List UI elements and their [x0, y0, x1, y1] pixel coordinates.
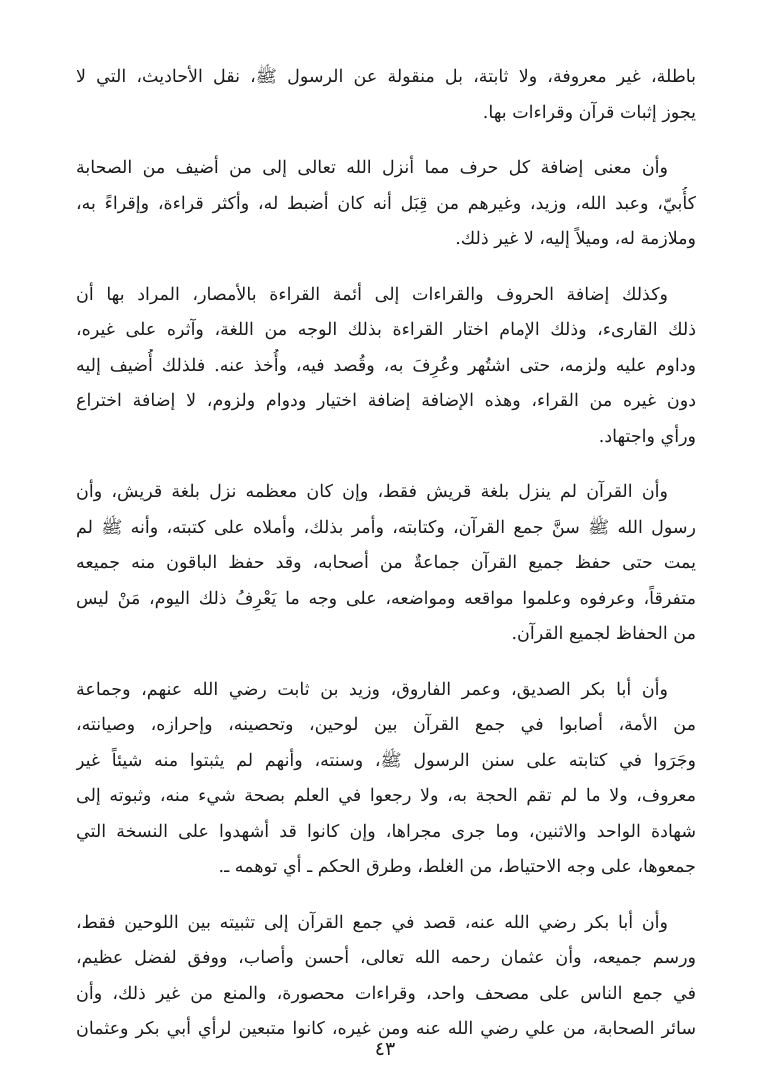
page-number: ٤٣ [374, 1038, 396, 1060]
text-line: يجوز إثبات قرآن وقراءات بها. [482, 102, 696, 123]
paragraph [76, 906, 696, 1048]
text-line: متفرقاً، وعرفوه وعلموا مواقعه ومواضعه، على وجه ما يَعْرِفُ ذلك اليوم، مَنْ ليس [76, 588, 696, 609]
text-line: وداوم عليه ولزمه، حتى اشتُهر وعُرِفَ به، وقُصد فيه، وأُخذ عنه. فلذلك أُضيف إليه [76, 355, 696, 376]
text-line: معروف، ولا ما لم تقم الحجة به، ولا رجعوا في العلم بصحة شيء منه، وثبوته إلى [76, 786, 696, 806]
text-line: ورأي واجتهاد. [598, 426, 696, 447]
text-line: شهادة الواحد والاثنين، وما جرى مجراها، وإن كانوا قد أشهدوا على النسخة التي [76, 821, 696, 842]
text-line: ذلك القارىء، وذلك الإمام اختار القراءة بذلك الوجه من اللغة، وآثره على غيره، [76, 320, 696, 340]
paragraph [76, 278, 696, 456]
text-line: وأن أبا بكر الصديق، وعمر الفاروق، وزيد بن ثابت رضي الله عنهم، وجماعة [76, 679, 668, 700]
paragraph [76, 475, 696, 653]
text-line: وكذلك إضافة الحروف والقراءات إلى أئمة القراءة بالأمصار، المراد بها أن [76, 284, 668, 305]
paragraph [76, 673, 696, 886]
paragraph [76, 60, 696, 131]
text-line: وأن أبا بكر رضي الله عنه، قصد في جمع القرآن إلى تثبيته بين اللوحين فقط، [76, 912, 668, 933]
text-line: من الحفاظ لجميع القرآن. [511, 624, 696, 644]
text-line: وملازمة له، وميلاً إليه، لا غير ذلك. [455, 229, 696, 249]
text-line: وجَرَوا في كتابته على سنن الرسول ﷺ، وسنته، وأنهم لم يثبتوا منه شيئاً غير [76, 750, 696, 771]
paragraph [76, 151, 696, 258]
page-body [76, 60, 696, 1068]
text-line: سائر الصحابة، من علي رضي الله عنه ومن غيره، كانوا متبعين لرأي أبي بكر وعثمان [76, 1019, 696, 1039]
text-line: من الأمة، أصابوا في جمع القرآن بين لوحين، وتحصينه، وإحرازه، وصيانته، [76, 715, 696, 735]
text-line: ورسم جميعه، وأن عثمان رحمه الله تعالى، أحسن وأصاب، ووفق لفضل عظيم، [76, 948, 696, 968]
text-line: وأن معنى إضافة كل حرف مما أنزل الله تعالى إلى من أضيف من الصحابة [76, 158, 668, 178]
text-line: جمعوها، على وجه الاحتياط، من الغلط، وطرق الحكم ـ أي توهمه ـ. [218, 857, 696, 877]
text-line: باطلة، غير معروفة، ولا ثابتة، بل منقولة عن الرسول ﷺ، نقل الأحاديث، التي لا [76, 67, 696, 87]
text-line: رسول الله ﷺ سنَّ جمع القرآن، وكتابته، وأمر بذلك، وأملاه على كتبته، وأنه ﷺ لم [76, 517, 696, 538]
text-line: يمت حتى حفظ جميع القرآن جماعةٌ من أصحابه، وقد حفظ الباقون منه جميعه [76, 553, 696, 573]
text-line: دون غيره من القراء، وهذه الإضافة إضافة اختيار ودوام ولزوم، لا إضافة اختراع [76, 391, 696, 411]
text-line: في جمع الناس على مصحف واحد، وقراءات محصورة، والمنع من غير ذلك، وأن [76, 983, 696, 1004]
text-line: كأُبيّ، وعبد الله، وزيد، وغيرهم من قِبَل أنه كان أضبط له، وأكثر قراءة، وإقراءً به، [76, 193, 696, 214]
text-line: وأن القرآن لم ينزل بلغة قريش فقط، وإن كان معظمه نزل بلغة قريش، وأن [76, 482, 668, 502]
